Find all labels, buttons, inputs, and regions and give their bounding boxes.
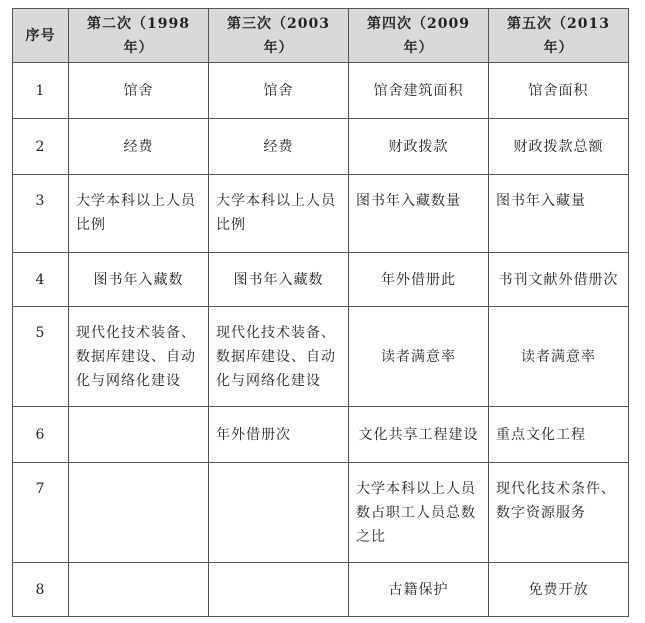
cell-2013: 读者满意率 xyxy=(489,307,629,407)
cell-2003 xyxy=(209,463,349,563)
header-index: 序号 xyxy=(13,9,69,63)
cell-2009: 古籍保护 xyxy=(349,563,489,617)
table-row xyxy=(13,307,629,407)
cell-2009: 图书年入藏数量 xyxy=(349,175,489,253)
cell-2009: 大学本科以上人员数占职工人员总数之比 xyxy=(349,463,489,563)
row-index: 6 xyxy=(13,407,69,463)
cell-2003: 年外借册次 xyxy=(209,407,349,463)
cell-2009: 财政拨款 xyxy=(349,119,489,175)
cell-1998 xyxy=(69,463,209,563)
row-index: 8 xyxy=(13,563,69,617)
table-row xyxy=(13,407,629,463)
row-index: 3 xyxy=(13,175,69,253)
table-row xyxy=(13,175,629,253)
cell-2003: 馆舍 xyxy=(209,63,349,119)
header-fourth-survey: 第四次（2009 年） xyxy=(349,9,489,63)
cell-2009: 馆舍建筑面积 xyxy=(349,63,489,119)
cell-2013: 书刊文献外借册次 xyxy=(489,253,629,307)
row-index: 2 xyxy=(13,119,69,175)
cell-2003: 经费 xyxy=(209,119,349,175)
cell-2013: 财政拨款总额 xyxy=(489,119,629,175)
cell-1998 xyxy=(69,563,209,617)
cell-1998: 图书年入藏数 xyxy=(69,253,209,307)
cell-2013: 免费开放 xyxy=(489,563,629,617)
cell-2009: 读者满意率 xyxy=(349,307,489,407)
cell-1998: 现代化技术装备、数据库建设、自动化与网络化建设 xyxy=(69,307,209,407)
row-index: 7 xyxy=(13,463,69,563)
cell-2013: 图书年入藏量 xyxy=(489,175,629,253)
cell-2013: 馆舍面积 xyxy=(489,63,629,119)
cell-2003 xyxy=(209,563,349,617)
row-index: 5 xyxy=(13,307,69,407)
header-row xyxy=(13,9,629,63)
header-third-survey: 第三次（2003 年） xyxy=(209,9,349,63)
cell-2003: 图书年入藏数 xyxy=(209,253,349,307)
cell-2009: 年外借册此 xyxy=(349,253,489,307)
indicator-comparison-table xyxy=(12,8,629,617)
cell-2013: 现代化技术条件、数字资源服务 xyxy=(489,463,629,563)
table-row xyxy=(13,63,629,119)
cell-2003: 大学本科以上人员比例 xyxy=(209,175,349,253)
table-row xyxy=(13,563,629,617)
cell-1998: 大学本科以上人员比例 xyxy=(69,175,209,253)
cell-2013: 重点文化工程 xyxy=(489,407,629,463)
row-index: 4 xyxy=(13,253,69,307)
cell-2003: 现代化技术装备、数据库建设、自动化与网络化建设 xyxy=(209,307,349,407)
cell-2009: 文化共享工程建设 xyxy=(349,407,489,463)
cell-1998: 馆舍 xyxy=(69,63,209,119)
header-second-survey: 第二次（1998 年） xyxy=(69,9,209,63)
row-index: 1 xyxy=(13,63,69,119)
data-table xyxy=(12,8,629,617)
cell-1998: 经费 xyxy=(69,119,209,175)
table-row xyxy=(13,119,629,175)
cell-1998 xyxy=(69,407,209,463)
header-fifth-survey: 第五次（2013 年） xyxy=(489,9,629,63)
table-row xyxy=(13,253,629,307)
table-row xyxy=(13,463,629,563)
